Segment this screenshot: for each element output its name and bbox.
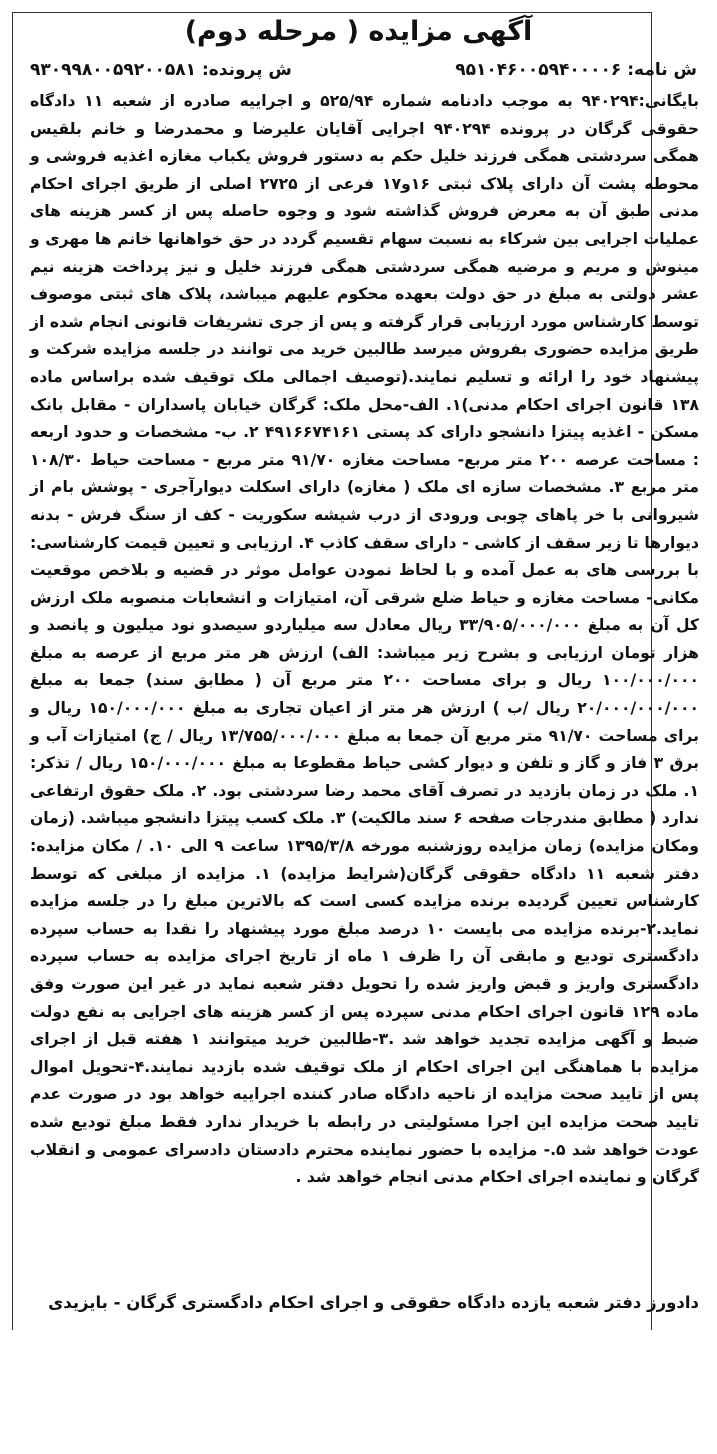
case-number-label: ش پرونده:: [201, 60, 292, 80]
notice-title: آگهی مزایده ( مرحله دوم): [184, 16, 533, 47]
notice-reference-line: [30, 60, 697, 80]
letter-number: [455, 60, 697, 80]
letter-number-label: ش نامه:: [627, 60, 697, 80]
notice-signature: دادورز دفتر شعبه یازده دادگاه حقوقی و اجرای احکام دادگستری گرگان - بایزیدی: [48, 1293, 699, 1312]
letter-number-value: ۹۵۱۰۴۶۰۰۵۹۴۰۰۰۰۶: [455, 60, 622, 80]
notice-body: بایگانی:۹۴۰۲۹۴ به موجب دادنامه شماره ۵۲۵/۹۴ و اجراییه صادره از شعبه ۱۱ دادگاه حقوقی گرگان در پرونده ۹۴۰۲۹۴ اجرایی آقایان علیرضا و محمدرضا و خانم بلقیس همگی سردشتی همگی فرزند خلیل حکم به دستور فروش یکباب مغازه اغذیه فروشی و محوطه پشت آن دارای پلاک ثبتی ۱۶و۱۷ فرعی از ۲۷۲۵ اصلی از طریق اجرای احکام مدنی طبق آن به معرض فروش گذاشته شود و وجوه حاصله پس از کسر هزینه های عملیات اجرایی بین شرکاء به نسبت سهام تقسیم گردد در حق خواهانها خانم ها مهری و مینوش و مریم و مرضیه همگی سردشتی همگی فرزند خلیل و نیز پرداخت هزینه نیم عشر دولتی به مبلغ در حق دولت بعهده محکوم علیهم میباشد، پلاک های ثبتی موصوف توسط کارشناس مورد ارزیابی قرار گرفته و پس از جری تشریفات قانونی انجام شده از طریق مزایده حضوری بفروش میرسد طالبین خرید می توانند در جلسه مزایده شرکت و پیشنهاد خود را ارائه و تسلیم نمایند.(توصیف اجمالی ملک توقیف شده براساس ماده ۱۳۸ قانون اجرای احکام مدنی)۱. الف-محل ملک: گرگان خیابان پاسداران - مقابل بانک مسکن - اغذیه پیتزا دانشجو دارای کد پستی ۴۹۱۶۶۷۴۱۶۱ ۲. ب- مشخصات و حدود اربعه : مساحت عرصه ۲۰۰ متر مربع- مساحت مغازه ۹۱/۷۰ متر مربع - مساحت حیاط ۱۰۸/۳۰ متر مربع ۳. مشخصات سازه ای ملک ( مغازه) دارای اسکلت دیوارآجری - پوشش بام از شیروانی با خر پاهای چوبی ورودی از درب شیشه سکوریت - کف از سنگ فرش - بدنه دیوارها تا زیر سقف از کاشی - دارای سقف کاذب ۴. ارزیابی و تعیین قیمت کارشناسی: با بررسی های به عمل آمده و با لحاظ نمودن عوامل موثر در قضیه و بلاخص موقعیت مکانی- مساحت مغازه و حیاط ضلع شرقی آن، امتیازات و انشعابات منصوبه ملک ارزش کل آن به مبلغ ۳۳/۹۰۵/۰۰۰/۰۰۰ ریال معادل سه میلیاردو سیصدو نود میلیون و پانصد و هزار تومان ارزیابی و بشرح زیر میباشد: الف) ارزش هر متر مربع از عرصه به مبلغ ۱۰۰/۰۰۰/۰۰۰ ریال و برای مساحت ۲۰۰ متر مربع آن ( مطابق سند) جمعا به مبلغ ۲۰/۰۰۰/۰۰۰/۰۰۰ ریال /ب ) ارزش هر متر از اعیان تجاری به مبلغ ۱۵۰/۰۰۰/۰۰۰ ریال و برای مساحت ۹۱/۷۰ متر مربع آن جمعا به مبلغ ۱۳/۷۵۵/۰۰۰/۰۰۰ ریال / ج) امتیازات آب و برق ۳ فاز و گاز و تلفن و دیوار کشی حیاط مقطوعا به مبلغ ۱۵۰/۰۰۰/۰۰۰ ریال / تذکر: ۱. ملک در زمان بازدید در تصرف آقای محمد رضا سردشتی بود. ۲. ملک حقوق ارتفاعی ندارد ( مطابق مندرجات صفحه ۶ سند مالکیت) ۳. ملک کسب پیتزا دانشجو میباشد. (زمان ومکان مزایده) زمان مزایده روزشنبه مورخه ۱۳۹۵/۳/۸ ساعت ۹ الی ۱۰. / مکان مزایده: دفتر شعبه ۱۱ دادگاه حقوقی گرگان(شرایط مزایده) ۱. مزایده از مبلغی که توسط کارشناس تعیین گردیده برنده مزایده کسی است که بالاترین مبلغ را در جلسه مزایده نماید.۲-برنده مزایده می بایست ۱۰ درصد مبلغ مورد پیشنهاد را نقدا به حساب سپرده دادگستری تودیع و مابقی آن را ظرف ۱ ماه از تاریخ اجرای مزایده به حساب سپرده دادگستری واریز و قبض واریز شده را تحویل دفتر شعبه نماید در غیر این صورت وفق ماده ۱۲۹ قانون اجرای احکام مدنی سپرده پس از کسر هزینه های اجرایی به نفع دولت ضبط و آگهی مزایده تجدید خواهد شد .۳-طالبین خرید میتوانند ۱ هفته قبل از اجرای مزایده با هماهنگی این اجرای احکام از ملک توقیف شده بازدید نمایند.۴-تحویل اموال پس از تایید صحت مزایده از ناحیه دادگاه صادر کننده اجراییه خواهد بود در صورت عدم تایید صحت مزایده این اجرا مسئولیتی در رابطه با خریدار ندارد فقط مبلغ تودیع شده عودت خواهد شد ۵.- مزایده با حضور نماینده محترم دادستان دادسرای عمومی و انقلاب گرگان و نماینده اجرای احکام مدنی انجام خواهد شد .: [30, 92, 700, 1187]
case-number-value: ۹۳۰۹۹۸۰۰۵۹۲۰۰۵۸۱: [30, 60, 197, 80]
case-number: [30, 60, 292, 80]
